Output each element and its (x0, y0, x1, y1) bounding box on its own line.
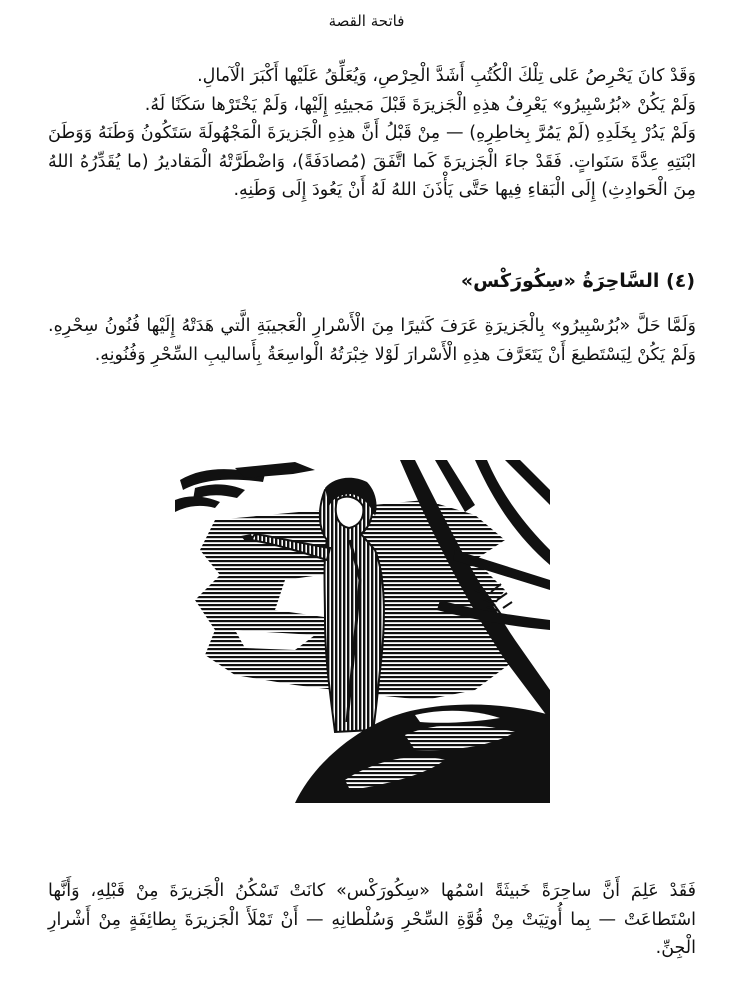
bottom-text-block (48, 877, 696, 963)
paragraph: وَلَمْ يَكُنْ «بُرُسْبِيرُو» يَعْرِفُ هذِهِ الْجَزيرَةَ قَبْلَ مَجيئِهِ إِلَيْها، وَلَمْ يَخْتَرْها سَكَنًا لَهُ. (144, 94, 696, 115)
paragraph: وَلَمَّا حَلَّ «بُرُسْبِيرُو» بِالْجَزيرَةِ عَرَفَ كَثيرًا مِنَ الْأَسْرارِ الْعَجيبَةِ الَّتي هَدَتْهُ إِلَيْها فُنُونُ سِحْرِهِ. وَلَمْ يَكُنْ لِيَسْتَطيعَ أَنْ يَتَعَرَّفَ هذِهِ الْأَسْرارَ لَوْلا خِبْرَتُهُ الْواسِعَةُ بِأَساليبِ السِّحْرِ وَفُنُونِهِ. (48, 316, 696, 365)
witch-on-cliff-illustration (175, 460, 550, 803)
section-heading: (٤) السَّاحِرَةُ «سِكُورَكْس» (460, 270, 695, 292)
middle-text-block (48, 312, 696, 369)
paragraph: فَقَدْ عَلِمَ أَنَّ ساحِرَةً خَبيثَةً اسْمُها «سِكُورَكْس» كانَتْ تَسْكُنُ الْجَزيرَةَ مِنْ قَبْلِهِ، وَأَنَّها اسْتَطاعَتْ — بِما أُوتِيَتْ مِنْ قُوَّةِ السِّحْرِ وَسُلْطانِهِ — أَنْ تَمْلَأَ الْجَزيرَةَ بِطائِفَةٍ مِنْ أَشْرارِ الْجِنِّ. (48, 881, 696, 958)
running-title: فاتحة القصة (328, 12, 405, 30)
branch-upper-left (175, 462, 315, 512)
top-text-block (48, 62, 696, 205)
paragraph: وَقَدْ كانَ يَحْرِصُ عَلى تِلْكَ الْكُتُبِ أَشَدَّ الْحِرْصِ، وَيُعَلِّقُ عَلَيْها أَكْبَرَ الْآمالِ. (197, 66, 696, 86)
paragraph: وَلَمْ يَدُرْ بِخَلَدِهِ (لَمْ يَمُرَّ بِخاطِرِهِ) — مِنْ قَبْلُ أَنَّ هذِهِ الْجَزيرَةَ الْمَجْهُولَةَ سَتَكُونُ وَطَنَهُ وَوَطَنَ ابْنَتِهِ عِدَّةَ سَنَواتٍ. فَقَدْ جاءَ الْجَزيرَةَ كَما اتَّفَقَ (مُصادَفَةً)، وَاضْطَرَّتْهُ الْمَقاديرُ (ما يُقَدِّرُهُ اللهُ مِنَ الْحَوادِثِ) إِلَى الْبَقاءِ فِيها حَتَّى يَأْذَنَ اللهُ لَهُ أَنْ يَعُودَ إِلَى وَطَنِهِ. (48, 123, 696, 200)
